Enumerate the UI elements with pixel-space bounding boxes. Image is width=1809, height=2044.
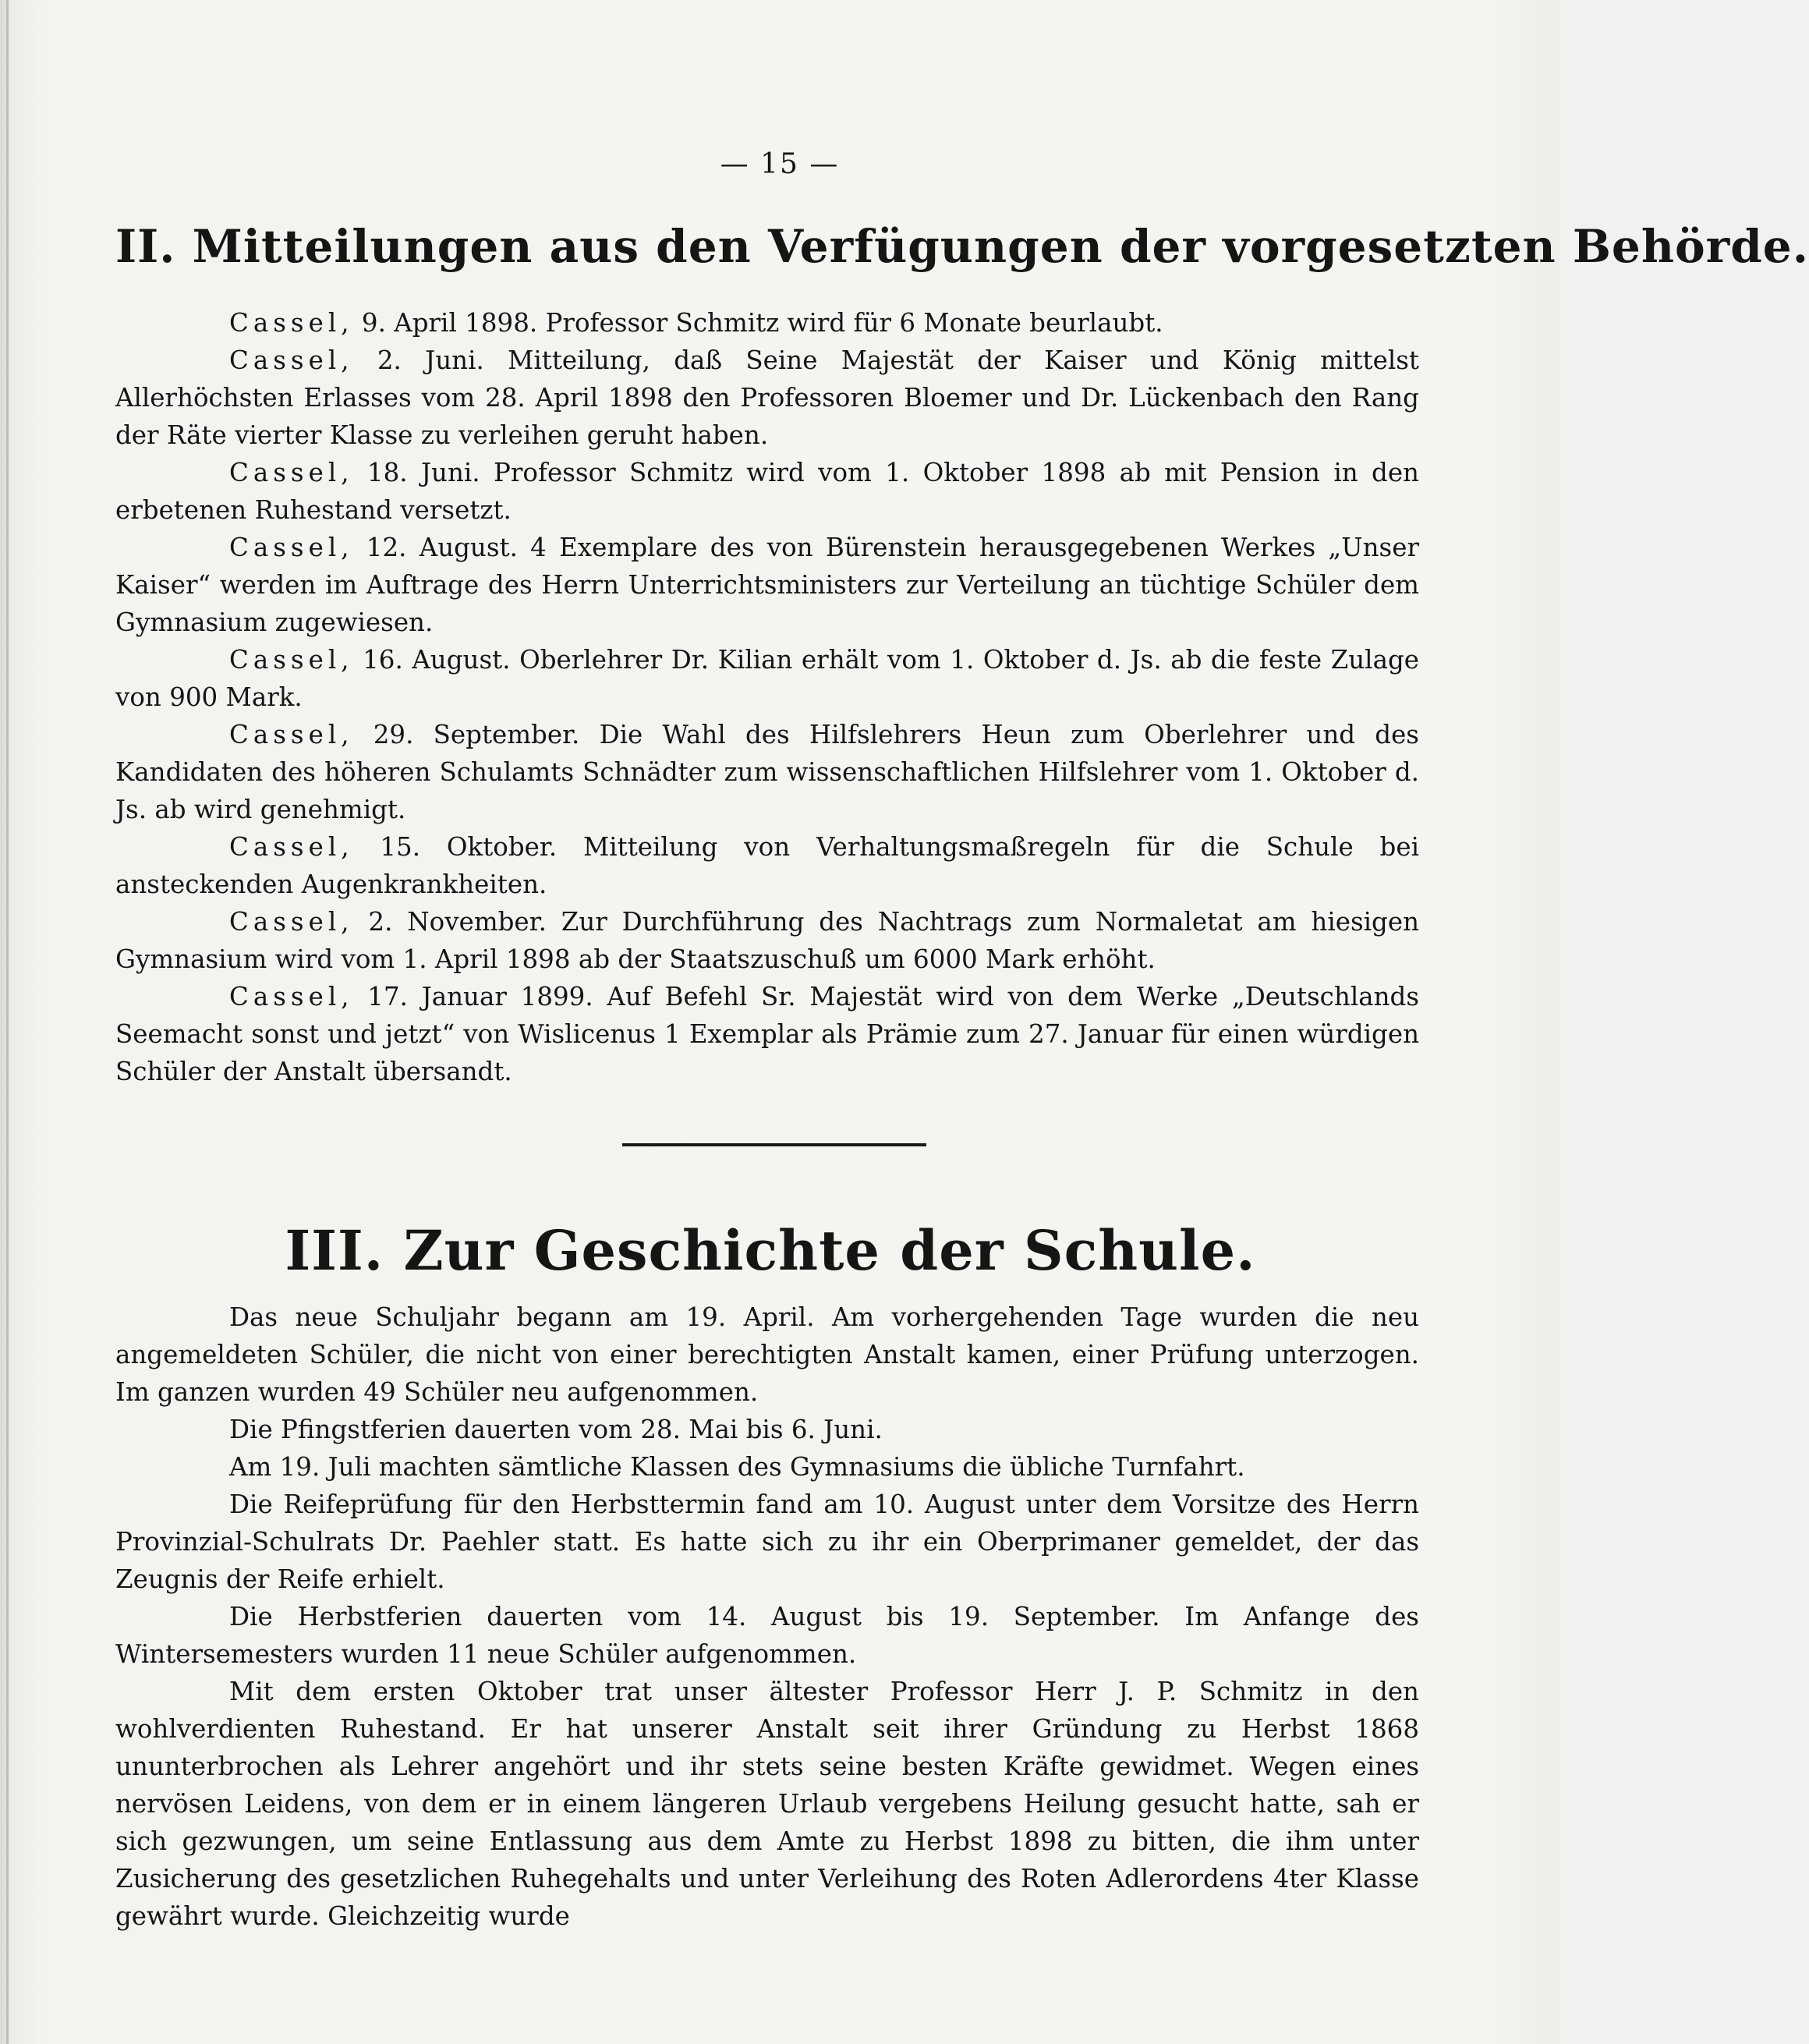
history-paragraph: Das neue Schuljahr begann am 19. April. Am vorhergehenden Tage wurden die neu angemeldeten Schüler, die nicht von einer berechtigten Anstalt kamen, einer Prüfung unterzogen. Im ganzen wurden 49 Schüler neu aufgenommen. [115, 1302, 1419, 1407]
decree-text: 15. Oktober. Mitteilung von Verhaltungsmaßregeln für die Schule bei ansteckenden Augenkrankheiten. [115, 832, 1419, 899]
history-paragraph: Am 19. Juli machten sämtliche Klassen des Gymnasiums die übliche Turnfahrt. [229, 1452, 1245, 1482]
decree-paragraph [115, 641, 1419, 716]
decree-text: 17. Januar 1899. Auf Befehl Sr. Majestät wird von dem Werke „Deutschlands Seemacht sonst und jetzt“ von Wislicenus 1 Exemplar als Prämie zum 27. Januar für einen würdigen Schüler der Anstalt übersandt. [115, 982, 1419, 1086]
decree-paragraph [115, 454, 1419, 529]
decree-place: Cassel, [229, 720, 354, 749]
decree-text: 9. April 1898. Professor Schmitz wird für 6 Monate beurlaubt. [353, 308, 1163, 338]
decree-place: Cassel, [229, 907, 354, 937]
decree-paragraph [115, 342, 1419, 454]
section-3-body [115, 1298, 1419, 1935]
decree-paragraph [115, 903, 1419, 978]
decree-text: 2. November. Zur Durchführung des Nachtrags zum Normaletat am hiesigen Gymnasium wird vom 1. April 1898 ab der Staatszuschuß um 6000 Mark erhöht. [115, 907, 1419, 974]
decree-place: Cassel, [229, 645, 354, 675]
decree-paragraph [115, 716, 1419, 828]
page-gutter-shadow [6, 0, 9, 2044]
history-paragraph: Die Herbstferien dauerten vom 14. August bis 19. September. Im Anfange des Wintersemesters wurden 11 neue Schüler aufgenommen. [115, 1602, 1419, 1669]
section-3-heading: III. Zur Geschichte der Schule. [285, 1218, 1256, 1283]
decree-paragraph [115, 978, 1419, 1090]
history-paragraph: Mit dem ersten Oktober trat unser ältester Professor Herr J. P. Schmitz in den wohlverdienten Ruhestand. Er hat unserer Anstalt seit ihrer Gründung zu Herbst 1868 ununterbrochen als Lehrer angehört und ihr stets seine besten Kräfte gewidmet. Wegen eines nervösen Leidens, von dem er in einem längeren Urlaub vergebens Heilung gesucht hatte, sah er sich gezwungen, um seine Entlassung aus dem Amte zu Herbst 1898 zu bitten, die ihm unter Zusicherung des gesetzlichen Ruhegehalts und unter Verleihung des Roten Adlerordens 4ter Klasse gewährt wurde. Gleichzeitig wurde [115, 1677, 1419, 1931]
section-2-body [115, 304, 1419, 1090]
decree-text: 12. August. 4 Exemplare des von Bürenstein herausgegebenen Werkes „Unser Kaiser“ werden im Auftrage des Herrn Unterrichtsministers zur Verteilung an tüchtige Schüler dem Gymnasium zugewiesen. [115, 533, 1419, 637]
decree-place: Cassel, [229, 308, 354, 338]
history-paragraph: Die Reifeprüfung für den Herbsttermin fand am 10. August unter dem Vorsitze des Herrn Provinzial-Schulrats Dr. Paehler statt. Es hatte sich zu ihr ein Oberprimaner gemeldet, der das Zeugnis der Reife erhielt. [115, 1490, 1419, 1594]
decree-place: Cassel, [229, 832, 354, 862]
decree-text: 2. Juni. Mitteilung, daß Seine Majestät der Kaiser und König mittelst Allerhöchsten Erlasses vom 28. April 1898 den Professoren Bloemer und Dr. Lückenbach den Rang der Räte vierter Klasse zu verleihen geruht haben. [115, 345, 1419, 450]
section-divider [622, 1143, 926, 1146]
decree-paragraph [115, 529, 1419, 641]
decree-place: Cassel, [229, 345, 354, 375]
decree-text: 18. Juni. Professor Schmitz wird vom 1. Oktober 1898 ab mit Pension in den erbetenen Ruhestand versetzt. [115, 458, 1419, 525]
page-number: — 15 — [720, 148, 840, 180]
history-paragraph: Die Pfingstferien dauerten vom 28. Mai bis 6. Juni. [229, 1415, 883, 1444]
decree-place: Cassel, [229, 458, 354, 487]
decree-paragraph [115, 828, 1419, 903]
decree-text: 16. August. Oberlehrer Dr. Kilian erhält vom 1. Oktober d. Js. ab die feste Zulage von 900 Mark. [115, 645, 1419, 712]
section-2-heading: II. Mitteilungen aus den Verfügungen der vorgesetzten Behörde. [115, 220, 1809, 273]
decree-text: 29. September. Die Wahl des Hilfslehrers Heun zum Oberlehrer und des Kandidaten des höheren Schulamts Schnädter zum wissenschaftlichen Hilfslehrer vom 1. Oktober d. Js. ab wird genehmigt. [115, 720, 1419, 824]
decree-place: Cassel, [229, 533, 354, 562]
decree-place: Cassel, [229, 982, 354, 1011]
decree-paragraph [115, 304, 1419, 342]
